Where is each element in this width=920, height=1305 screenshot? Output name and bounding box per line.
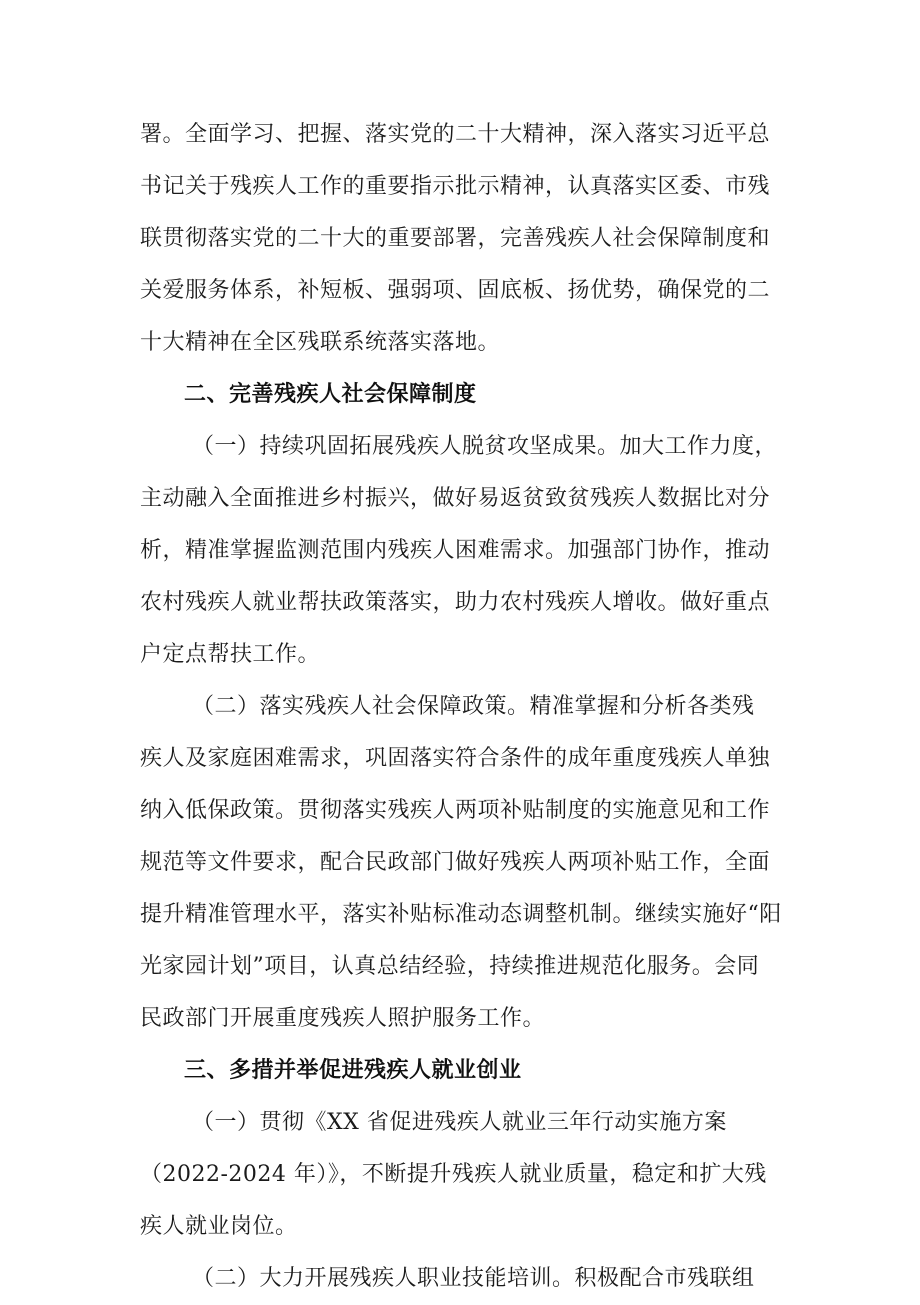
body-line: 疾人及家庭困难需求，巩固落实符合条件的成年重度残疾人单独 [140, 746, 771, 771]
paragraph-first-line: （二）落实残疾人社会保障政策。精准掌握和分析各类残 [192, 694, 755, 719]
body-line: 民政部门开展重度残疾人照护服务工作。 [140, 1006, 546, 1031]
body-line: 关爱服务体系，补短板、强弱项、固底板、扬优势，确保党的二 [140, 278, 771, 303]
body-line: 十大精神在全区残联系统落实落地。 [140, 330, 501, 355]
paragraph-first-line: （二）大力开展残疾人职业技能培训。积极配合市残联组 [192, 1266, 755, 1291]
body-line: 析，精准掌握监测范围内残疾人困难需求。加强部门协作，推动 [140, 538, 771, 563]
body-line: 署。全面学习、把握、落实党的二十大精神，深入落实习近平总 [140, 122, 771, 147]
body-line: 提升精准管理水平，落实补贴标准动态调整机制。继续实施好“阳 [140, 902, 782, 927]
body-line: 规范等文件要求，配合民政部门做好残疾人两项补贴工作，全面 [140, 850, 771, 875]
section-heading: 三、多措并举促进残疾人就业创业 [184, 1058, 522, 1083]
section-heading: 二、完善残疾人社会保障制度 [184, 382, 477, 407]
body-line: 疾人就业岗位。 [140, 1214, 298, 1239]
paragraph-first-line: （一）贯彻《XX 省促进残疾人就业三年行动实施方案 [192, 1110, 727, 1135]
paragraph-first-line: （一）持续巩固拓展残疾人脱贫攻坚成果。加大工作力度， [192, 434, 778, 459]
body-line: 主动融入全面推进乡村振兴，做好易返贫致贫残疾人数据比对分 [140, 486, 771, 511]
body-line: 联贯彻落实党的二十大的重要部署，完善残疾人社会保障制度和 [140, 226, 771, 251]
body-line: 纳入低保政策。贯彻落实残疾人两项补贴制度的实施意见和工作 [140, 798, 771, 823]
body-line: 书记关于残疾人工作的重要指示批示精神，认真落实区委、市残 [140, 174, 771, 199]
body-line: 光家园计划”项目，认真总结经验，持续推进规范化服务。会同 [140, 954, 760, 979]
body-line: （2022-2024 年）》，不断提升残疾人就业质量，稳定和扩大残 [140, 1162, 767, 1187]
body-line: 农村残疾人就业帮扶政策落实，助力农村残疾人增收。做好重点 [140, 590, 771, 615]
document-body [140, 109, 800, 1305]
body-line: 户定点帮扶工作。 [140, 642, 321, 667]
